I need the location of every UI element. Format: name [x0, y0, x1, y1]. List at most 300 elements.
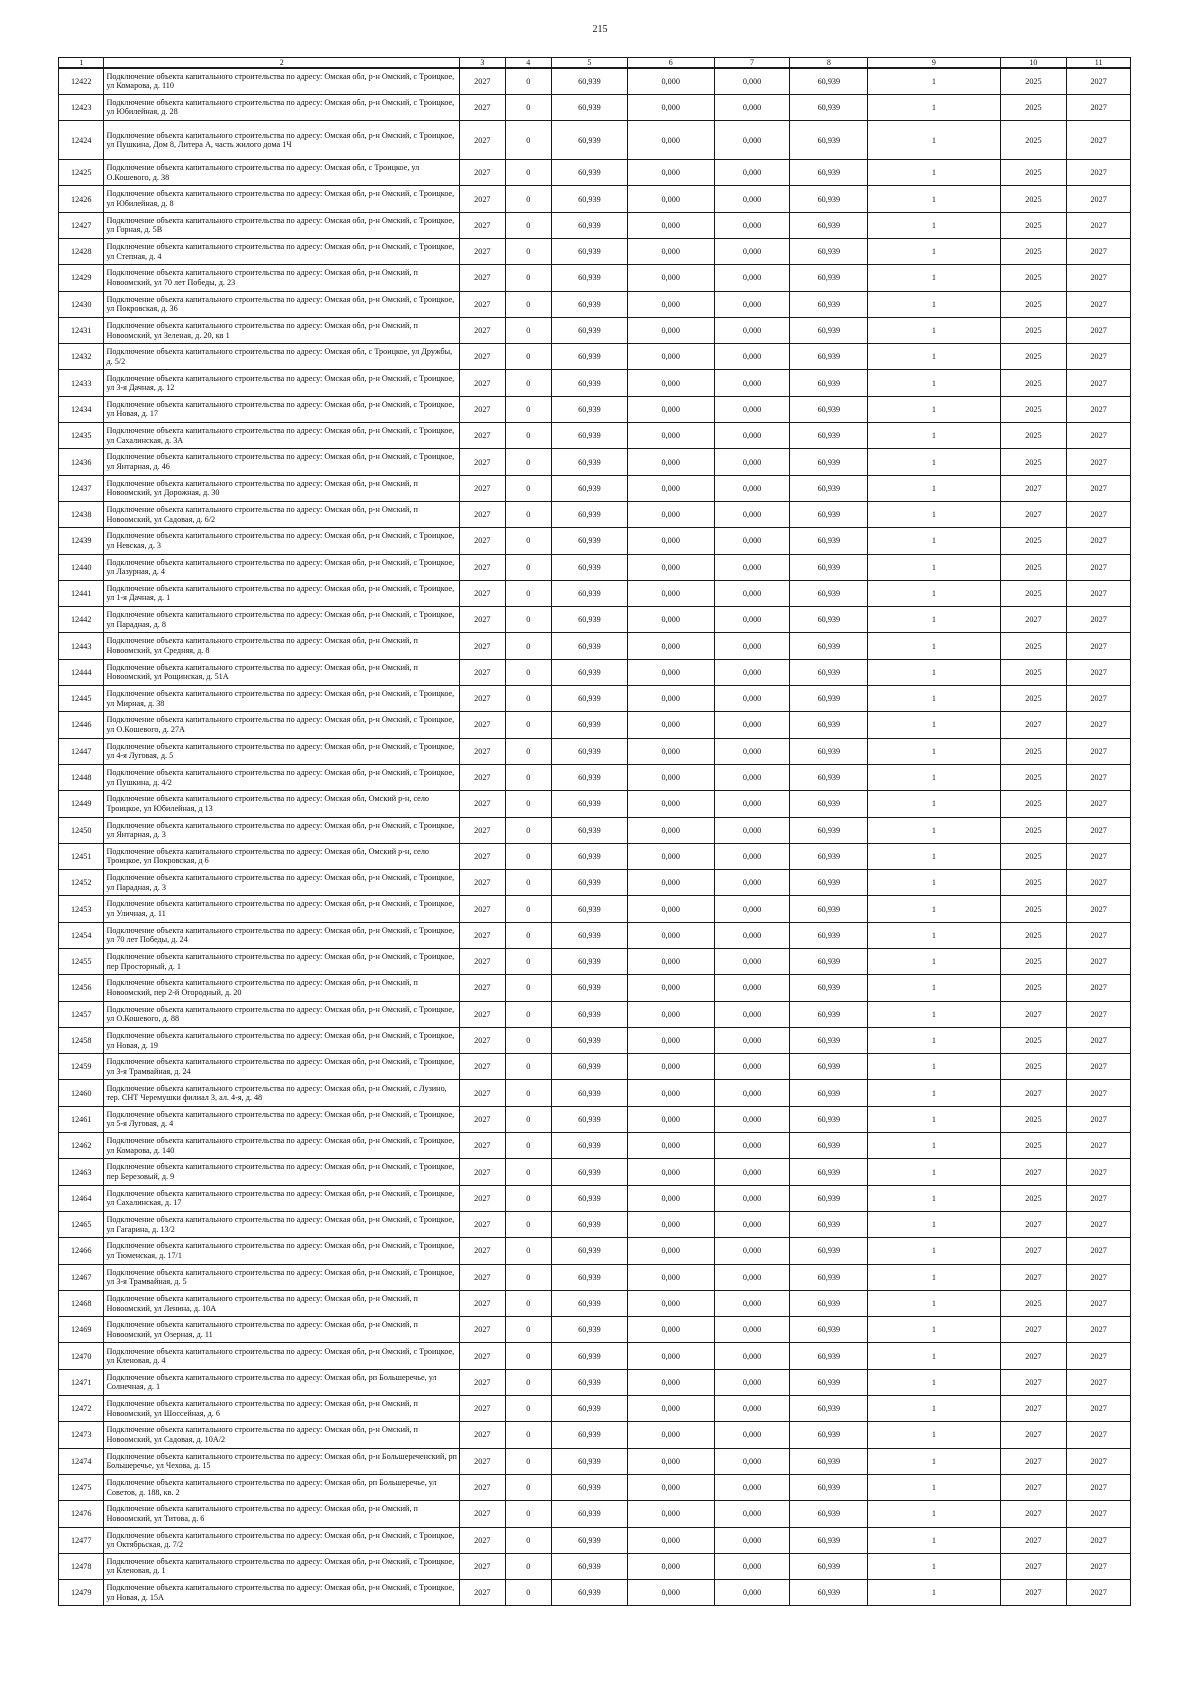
row-number-cell: 12438 [59, 501, 104, 527]
value-cell: 60,939 [790, 738, 868, 764]
value-cell: 60,939 [552, 1211, 628, 1237]
row-number-cell: 12474 [59, 1448, 104, 1474]
value-cell: 0,000 [714, 817, 790, 843]
year-cell: 2027 [460, 160, 505, 186]
value-cell: 0 [505, 94, 551, 120]
value-cell: 60,939 [790, 396, 868, 422]
value-cell: 0,000 [627, 1290, 714, 1316]
header-cell: 5 [552, 58, 628, 69]
start-year-cell: 2025 [1000, 686, 1067, 712]
value-cell: 60,939 [552, 449, 628, 475]
value-cell: 0,000 [714, 1501, 790, 1527]
end-year-cell: 2027 [1067, 791, 1131, 817]
end-year-cell: 2027 [1067, 1264, 1131, 1290]
row-number-cell: 12476 [59, 1501, 104, 1527]
value-cell: 0 [505, 922, 551, 948]
row-number-cell: 12456 [59, 975, 104, 1001]
description-cell: Подключение объекта капитального строительства по адресу: Омская обл, р-н Омский, п Новоомский, пер 2-й Огородный, д. 20 [104, 975, 460, 1001]
description-cell: Подключение объекта капитального строительства по адресу: Омская обл, р-н Омский, с Троицкое, ул 4-я Луговая, д. 5 [104, 738, 460, 764]
value-cell: 60,939 [790, 1396, 868, 1422]
description-cell: Подключение объекта капитального строительства по адресу: Омская обл, р-н Омский, п Новоомский, ул Ленина, д. 10А [104, 1290, 460, 1316]
header-cell: 6 [627, 58, 714, 69]
start-year-cell: 2027 [1000, 1448, 1067, 1474]
row-number-cell: 12436 [59, 449, 104, 475]
value-cell: 0,000 [714, 1238, 790, 1264]
end-year-cell: 2027 [1067, 1133, 1131, 1159]
year-cell: 2027 [460, 817, 505, 843]
end-year-cell: 2027 [1067, 1159, 1131, 1185]
value-cell: 1 [868, 186, 1000, 212]
table-row [59, 817, 1131, 843]
value-cell: 0,000 [714, 1133, 790, 1159]
value-cell: 60,939 [790, 712, 868, 738]
year-cell: 2027 [460, 1343, 505, 1369]
value-cell: 0,000 [714, 501, 790, 527]
value-cell: 0 [505, 1027, 551, 1053]
value-cell: 0,000 [714, 396, 790, 422]
table-row [59, 212, 1131, 238]
value-cell: 60,939 [552, 870, 628, 896]
value-cell: 1 [868, 659, 1000, 685]
table-row [59, 843, 1131, 869]
end-year-cell: 2027 [1067, 396, 1131, 422]
end-year-cell: 2027 [1067, 975, 1131, 1001]
year-cell: 2027 [460, 475, 505, 501]
row-number-cell: 12446 [59, 712, 104, 738]
value-cell: 60,939 [552, 501, 628, 527]
value-cell: 1 [868, 370, 1000, 396]
description-cell: Подключение объекта капитального строительства по адресу: Омская обл, р-н Омский, с Троицкое, пер Просторный, д. 1 [104, 949, 460, 975]
header-cell: 1 [59, 58, 104, 69]
row-number-cell: 12479 [59, 1580, 104, 1606]
value-cell: 60,939 [790, 160, 868, 186]
value-cell: 0,000 [627, 843, 714, 869]
year-cell: 2027 [460, 633, 505, 659]
start-year-cell: 2027 [1000, 1396, 1067, 1422]
value-cell: 1 [868, 738, 1000, 764]
description-cell: Подключение объекта капитального строительства по адресу: Омская обл, р-н Омский, с Троицкое, ул Юбилейная, д. 28 [104, 94, 460, 120]
year-cell: 2027 [460, 843, 505, 869]
value-cell: 0,000 [627, 1211, 714, 1237]
value-cell: 1 [868, 238, 1000, 264]
value-cell: 0,000 [714, 659, 790, 685]
description-cell: Подключение объекта капитального строительства по адресу: Омская обл, р-н Омский, с Троицкое, ул О.Кошевого, д. 27А [104, 712, 460, 738]
table-row [59, 607, 1131, 633]
year-cell: 2027 [460, 1159, 505, 1185]
description-cell: Подключение объекта капитального строительства по адресу: Омская обл, р-н Омский, с Троицкое, ул Парадная, д. 3 [104, 870, 460, 896]
table-row [59, 160, 1131, 186]
value-cell: 0 [505, 949, 551, 975]
end-year-cell: 2027 [1067, 423, 1131, 449]
description-cell: Подключение объекта капитального строительства по адресу: Омская обл, р-н Омский, с Троицкое, ул 3-я Дачная, д. 12 [104, 370, 460, 396]
value-cell: 1 [868, 1106, 1000, 1132]
value-cell: 0 [505, 1422, 551, 1448]
start-year-cell: 2025 [1000, 817, 1067, 843]
year-cell: 2027 [460, 501, 505, 527]
value-cell: 0,000 [627, 501, 714, 527]
start-year-cell: 2025 [1000, 1027, 1067, 1053]
table-row [59, 949, 1131, 975]
description-cell: Подключение объекта капитального строительства по адресу: Омская обл, р-н Омский, п Новоомский, ул Рощинская, д. 51А [104, 659, 460, 685]
row-number-cell: 12439 [59, 528, 104, 554]
description-cell: Подключение объекта капитального строительства по адресу: Омская обл, р-н Омский, п Новоомский, ул Шоссейная, д. 6 [104, 1396, 460, 1422]
row-number-cell: 12428 [59, 238, 104, 264]
value-cell: 0,000 [627, 975, 714, 1001]
value-cell: 0 [505, 896, 551, 922]
table-row [59, 1422, 1131, 1448]
value-cell: 0 [505, 1054, 551, 1080]
value-cell: 0,000 [714, 764, 790, 790]
end-year-cell: 2027 [1067, 1290, 1131, 1316]
value-cell: 0,000 [714, 633, 790, 659]
description-cell: Подключение объекта капитального строительства по адресу: Омская обл, р-н Омский, с Троицкое, ул Янтарная, д. 46 [104, 449, 460, 475]
year-cell: 2027 [460, 1369, 505, 1395]
value-cell: 1 [868, 791, 1000, 817]
value-cell: 1 [868, 94, 1000, 120]
value-cell: 60,939 [552, 659, 628, 685]
value-cell: 0,000 [714, 291, 790, 317]
value-cell: 0,000 [627, 870, 714, 896]
value-cell: 0,000 [627, 1580, 714, 1606]
value-cell: 0 [505, 817, 551, 843]
value-cell: 60,939 [552, 1290, 628, 1316]
value-cell: 0,000 [714, 1580, 790, 1606]
table-row [59, 1001, 1131, 1027]
description-cell: Подключение объекта капитального строительства по адресу: Омская обл, р-н Омский, с Троицкое, ул Парадная, д. 8 [104, 607, 460, 633]
value-cell: 60,939 [790, 1159, 868, 1185]
value-cell: 60,939 [790, 607, 868, 633]
year-cell: 2027 [460, 870, 505, 896]
start-year-cell: 2025 [1000, 659, 1067, 685]
description-cell: Подключение объекта капитального строительства по адресу: Омская обл, р-н Омский, с Троицкое, ул Октябрьская, д. 7/2 [104, 1527, 460, 1553]
table-row [59, 186, 1131, 212]
value-cell: 0,000 [627, 712, 714, 738]
table-row [59, 1317, 1131, 1343]
start-year-cell: 2025 [1000, 528, 1067, 554]
value-cell: 60,939 [790, 659, 868, 685]
header-row [59, 58, 1131, 69]
row-number-cell: 12425 [59, 160, 104, 186]
value-cell: 0,000 [627, 370, 714, 396]
end-year-cell: 2027 [1067, 1185, 1131, 1211]
value-cell: 0 [505, 1238, 551, 1264]
value-cell: 1 [868, 554, 1000, 580]
value-cell: 0 [505, 291, 551, 317]
row-number-cell: 12465 [59, 1211, 104, 1237]
value-cell: 1 [868, 1553, 1000, 1579]
description-cell: Подключение объекта капитального строительства по адресу: Омская обл, р-н Омский, с Лузино, тер. СНТ Черемушки филиал 3, ал. 4-я, д. 48 [104, 1080, 460, 1106]
start-year-cell: 2027 [1000, 1001, 1067, 1027]
value-cell: 0,000 [714, 607, 790, 633]
row-number-cell: 12478 [59, 1553, 104, 1579]
value-cell: 60,939 [790, 764, 868, 790]
year-cell: 2027 [460, 238, 505, 264]
year-cell: 2027 [460, 1080, 505, 1106]
value-cell: 0 [505, 1106, 551, 1132]
value-cell: 0,000 [627, 265, 714, 291]
description-cell: Подключение объекта капитального строительства по адресу: Омская обл, р-н Омский, п Новоомский, ул Дорожная, д. 30 [104, 475, 460, 501]
value-cell: 60,939 [790, 1290, 868, 1316]
row-number-cell: 12470 [59, 1343, 104, 1369]
start-year-cell: 2025 [1000, 1054, 1067, 1080]
table-row [59, 265, 1131, 291]
value-cell: 0,000 [627, 291, 714, 317]
end-year-cell: 2027 [1067, 817, 1131, 843]
start-year-cell: 2027 [1000, 1527, 1067, 1553]
table-row [59, 1448, 1131, 1474]
year-cell: 2027 [460, 1396, 505, 1422]
end-year-cell: 2027 [1067, 265, 1131, 291]
end-year-cell: 2027 [1067, 1501, 1131, 1527]
start-year-cell: 2027 [1000, 1422, 1067, 1448]
end-year-cell: 2027 [1067, 212, 1131, 238]
table-row [59, 68, 1131, 94]
description-cell: Подключение объекта капитального строительства по адресу: Омская обл, р-н Омский, с Троицкое, ул 3-я Трамвайная, д. 24 [104, 1054, 460, 1080]
end-year-cell: 2027 [1067, 1027, 1131, 1053]
value-cell: 1 [868, 1133, 1000, 1159]
value-cell: 1 [868, 449, 1000, 475]
start-year-cell: 2025 [1000, 94, 1067, 120]
year-cell: 2027 [460, 1448, 505, 1474]
value-cell: 0 [505, 396, 551, 422]
value-cell: 0 [505, 764, 551, 790]
value-cell: 0 [505, 1211, 551, 1237]
table-row [59, 238, 1131, 264]
value-cell: 0,000 [627, 686, 714, 712]
value-cell: 60,939 [790, 554, 868, 580]
start-year-cell: 2025 [1000, 344, 1067, 370]
row-number-cell: 12473 [59, 1422, 104, 1448]
row-number-cell: 12445 [59, 686, 104, 712]
value-cell: 60,939 [790, 949, 868, 975]
row-number-cell: 12433 [59, 370, 104, 396]
row-number-cell: 12427 [59, 212, 104, 238]
end-year-cell: 2027 [1067, 1211, 1131, 1237]
value-cell: 60,939 [552, 896, 628, 922]
value-cell: 1 [868, 896, 1000, 922]
value-cell: 0,000 [714, 449, 790, 475]
description-cell: Подключение объекта капитального строительства по адресу: Омская обл, р-н Омский, с Троицкое, ул 3-я Трамвайная, д. 5 [104, 1264, 460, 1290]
table-row [59, 1238, 1131, 1264]
value-cell: 1 [868, 843, 1000, 869]
description-cell: Подключение объекта капитального строительства по адресу: Омская обл, р-н Омский, с Троицкое, ул Гагарина, д. 13/2 [104, 1211, 460, 1237]
row-number-cell: 12460 [59, 1080, 104, 1106]
description-cell: Подключение объекта капитального строительства по адресу: Омская обл, р-н Омский, п Новоомский, ул Титова, д. 6 [104, 1501, 460, 1527]
row-number-cell: 12449 [59, 791, 104, 817]
value-cell: 60,939 [552, 1133, 628, 1159]
value-cell: 1 [868, 1027, 1000, 1053]
row-number-cell: 12469 [59, 1317, 104, 1343]
year-cell: 2027 [460, 791, 505, 817]
description-cell: Подключение объекта капитального строительства по адресу: Омская обл, р-н Омский, п Новоомский, ул Озерная, д. 11 [104, 1317, 460, 1343]
end-year-cell: 2027 [1067, 659, 1131, 685]
end-year-cell: 2027 [1067, 554, 1131, 580]
value-cell: 60,939 [790, 1474, 868, 1500]
value-cell: 60,939 [790, 317, 868, 343]
value-cell: 0,000 [627, 396, 714, 422]
table-row [59, 370, 1131, 396]
value-cell: 0,000 [714, 870, 790, 896]
value-cell: 60,939 [552, 1185, 628, 1211]
row-number-cell: 12464 [59, 1185, 104, 1211]
value-cell: 0 [505, 121, 551, 160]
value-cell: 0,000 [714, 738, 790, 764]
year-cell: 2027 [460, 659, 505, 685]
value-cell: 60,939 [552, 238, 628, 264]
value-cell: 0,000 [714, 317, 790, 343]
end-year-cell: 2027 [1067, 1343, 1131, 1369]
end-year-cell: 2027 [1067, 160, 1131, 186]
value-cell: 0,000 [714, 186, 790, 212]
value-cell: 0,000 [627, 764, 714, 790]
value-cell: 0,000 [714, 554, 790, 580]
value-cell: 0 [505, 1553, 551, 1579]
end-year-cell: 2027 [1067, 1422, 1131, 1448]
table-row [59, 738, 1131, 764]
value-cell: 0,000 [714, 949, 790, 975]
start-year-cell: 2025 [1000, 160, 1067, 186]
table-row [59, 475, 1131, 501]
year-cell: 2027 [460, 1001, 505, 1027]
description-cell: Подключение объекта капитального строительства по адресу: Омская обл, с Троицкое, ул О.Кошевого, д. 38 [104, 160, 460, 186]
value-cell: 0,000 [714, 1264, 790, 1290]
value-cell: 0,000 [714, 238, 790, 264]
row-number-cell: 12447 [59, 738, 104, 764]
value-cell: 1 [868, 1448, 1000, 1474]
value-cell: 0,000 [714, 1422, 790, 1448]
end-year-cell: 2027 [1067, 870, 1131, 896]
description-cell: Подключение объекта капитального строительства по адресу: Омская обл, р-н Омский, п Новоомский, ул 70 лет Победы, д. 23 [104, 265, 460, 291]
value-cell: 60,939 [790, 922, 868, 948]
year-cell: 2027 [460, 554, 505, 580]
end-year-cell: 2027 [1067, 738, 1131, 764]
value-cell: 0,000 [627, 1527, 714, 1553]
value-cell: 0,000 [714, 896, 790, 922]
value-cell: 1 [868, 1290, 1000, 1316]
start-year-cell: 2025 [1000, 370, 1067, 396]
value-cell: 1 [868, 922, 1000, 948]
end-year-cell: 2027 [1067, 1317, 1131, 1343]
year-cell: 2027 [460, 949, 505, 975]
value-cell: 60,939 [790, 1238, 868, 1264]
value-cell: 60,939 [790, 238, 868, 264]
table-row [59, 528, 1131, 554]
table-row [59, 501, 1131, 527]
value-cell: 0 [505, 791, 551, 817]
year-cell: 2027 [460, 121, 505, 160]
value-cell: 60,939 [552, 949, 628, 975]
description-cell: Подключение объекта капитального строительства по адресу: Омская обл, р-н Омский, с Троицкое, пер Березовый, д. 9 [104, 1159, 460, 1185]
end-year-cell: 2027 [1067, 686, 1131, 712]
value-cell: 1 [868, 607, 1000, 633]
value-cell: 1 [868, 1527, 1000, 1553]
value-cell: 0 [505, 870, 551, 896]
value-cell: 0,000 [714, 1211, 790, 1237]
value-cell: 0,000 [627, 1159, 714, 1185]
row-number-cell: 12437 [59, 475, 104, 501]
row-number-cell: 12453 [59, 896, 104, 922]
value-cell: 0 [505, 659, 551, 685]
table-row [59, 317, 1131, 343]
value-cell: 60,939 [790, 633, 868, 659]
value-cell: 0,000 [627, 449, 714, 475]
value-cell: 0 [505, 712, 551, 738]
value-cell: 60,939 [790, 791, 868, 817]
value-cell: 0,000 [627, 344, 714, 370]
row-number-cell: 12440 [59, 554, 104, 580]
description-cell: Подключение объекта капитального строительства по адресу: Омская обл, Омский р-н, село Троицкое, ул Покровская, д 6 [104, 843, 460, 869]
value-cell: 60,939 [552, 396, 628, 422]
value-cell: 0,000 [714, 1448, 790, 1474]
value-cell: 0,000 [714, 370, 790, 396]
value-cell: 60,939 [552, 1001, 628, 1027]
value-cell: 60,939 [790, 1343, 868, 1369]
end-year-cell: 2027 [1067, 1001, 1131, 1027]
value-cell: 1 [868, 1396, 1000, 1422]
description-cell: Подключение объекта капитального строительства по адресу: Омская обл, р-н Омский, с Троицкое, ул Сахалинская, д. 17 [104, 1185, 460, 1211]
value-cell: 0,000 [627, 1001, 714, 1027]
year-cell: 2027 [460, 449, 505, 475]
value-cell: 1 [868, 475, 1000, 501]
value-cell: 1 [868, 1580, 1000, 1606]
value-cell: 1 [868, 121, 1000, 160]
end-year-cell: 2027 [1067, 344, 1131, 370]
start-year-cell: 2025 [1000, 580, 1067, 606]
end-year-cell: 2027 [1067, 580, 1131, 606]
value-cell: 0,000 [714, 1343, 790, 1369]
start-year-cell: 2027 [1000, 1474, 1067, 1500]
year-cell: 2027 [460, 1264, 505, 1290]
row-number-cell: 12434 [59, 396, 104, 422]
table-row [59, 554, 1131, 580]
description-cell: Подключение объекта капитального строительства по адресу: Омская обл, р-н Омский, с Троицкое, ул Тюменская, д. 17/1 [104, 1238, 460, 1264]
value-cell: 0,000 [714, 423, 790, 449]
end-year-cell: 2027 [1067, 1369, 1131, 1395]
start-year-cell: 2025 [1000, 791, 1067, 817]
value-cell: 0,000 [627, 922, 714, 948]
value-cell: 1 [868, 975, 1000, 1001]
year-cell: 2027 [460, 68, 505, 94]
start-year-cell: 2025 [1000, 922, 1067, 948]
value-cell: 0,000 [627, 1133, 714, 1159]
value-cell: 0 [505, 1448, 551, 1474]
value-cell: 60,939 [790, 1054, 868, 1080]
value-cell: 0,000 [714, 160, 790, 186]
value-cell: 60,939 [552, 1080, 628, 1106]
value-cell: 60,939 [552, 344, 628, 370]
description-cell: Подключение объекта капитального строительства по адресу: Омская обл, р-н Омский, п Новоомский, ул Садовая, д. 6/2 [104, 501, 460, 527]
value-cell: 0 [505, 160, 551, 186]
value-cell: 0,000 [714, 975, 790, 1001]
table-row [59, 764, 1131, 790]
value-cell: 60,939 [552, 817, 628, 843]
value-cell: 0 [505, 1264, 551, 1290]
year-cell: 2027 [460, 528, 505, 554]
description-cell: Подключение объекта капитального строительства по адресу: Омская обл, р-н Омский, с Троицкое, ул Новая, д. 17 [104, 396, 460, 422]
value-cell: 60,939 [790, 1106, 868, 1132]
row-number-cell: 12431 [59, 317, 104, 343]
row-number-cell: 12432 [59, 344, 104, 370]
description-cell: Подключение объекта капитального строительства по адресу: Омская обл, р-н Омский, п Новоомский, ул Зеленая, д. 20, кв 1 [104, 317, 460, 343]
header-cell: 8 [790, 58, 868, 69]
value-cell: 60,939 [790, 121, 868, 160]
value-cell: 0,000 [714, 1396, 790, 1422]
row-number-cell: 12468 [59, 1290, 104, 1316]
value-cell: 60,939 [552, 1580, 628, 1606]
value-cell: 0,000 [714, 791, 790, 817]
value-cell: 60,939 [790, 1527, 868, 1553]
year-cell: 2027 [460, 370, 505, 396]
